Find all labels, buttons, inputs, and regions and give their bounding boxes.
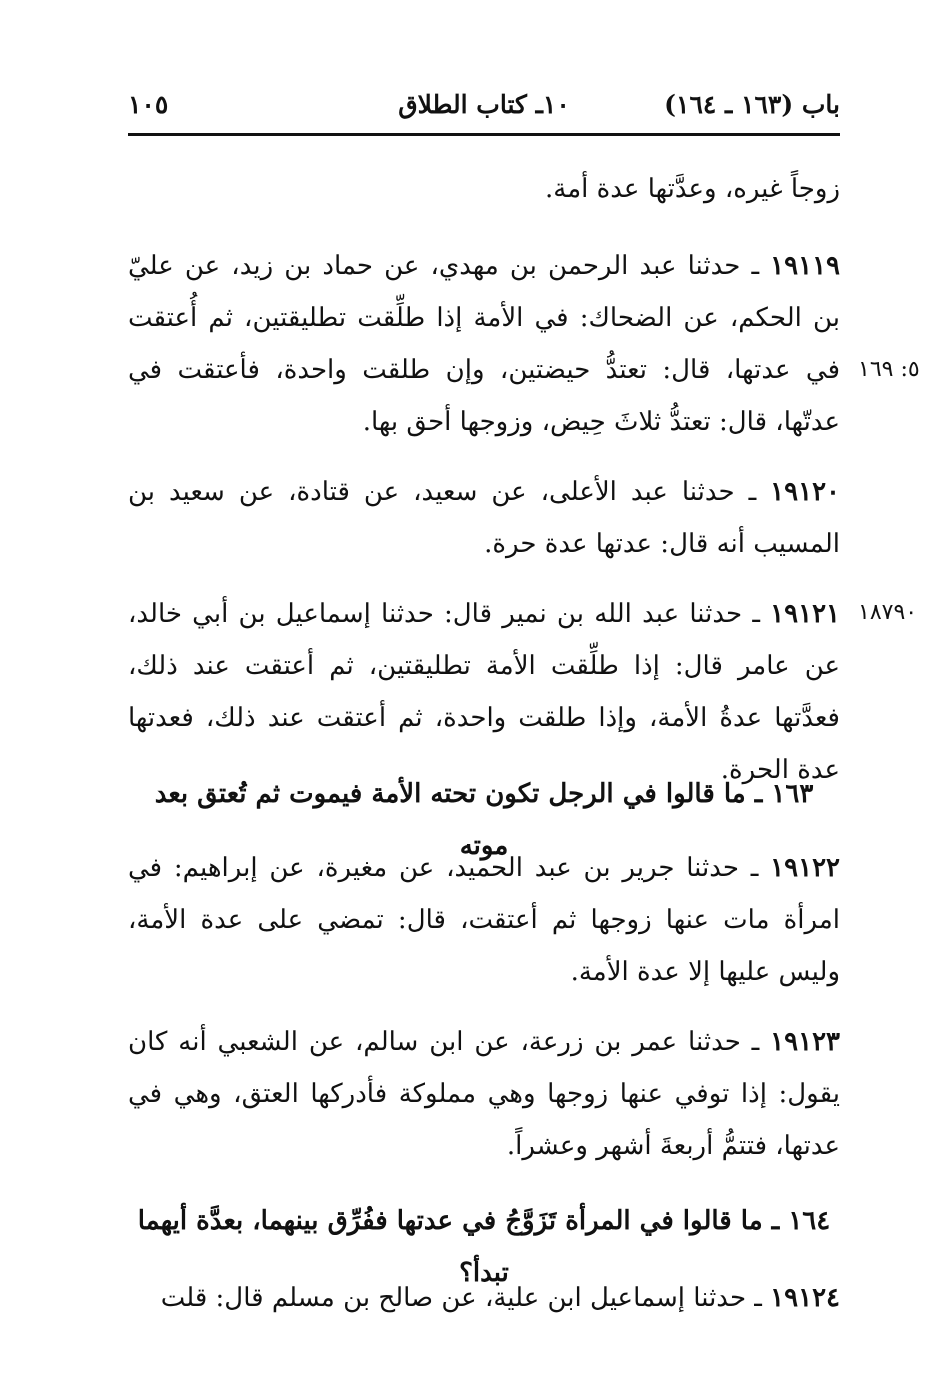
paragraph-text: ـ حدثنا عمر بن زرعة، عن ابن سالم، عن الشعبي أنه كان يقول: إذا توفي عنها زوجها وهي مملوكة فأدركها العتق، وهي في عدتها، فتتمُّ أربعةَ أشهر وعشراً.	[128, 1027, 840, 1161]
margin-note-reference: ٥: ١٦٩	[858, 357, 920, 382]
header-rule	[128, 133, 840, 136]
paragraph-text: ـ حدثنا إسماعيل ابن علية، عن صالح بن مسلم قال: قلت	[160, 1283, 771, 1313]
hadith-number: ١٩١٢١	[770, 599, 840, 629]
hadith-number: ١٩١١٩	[770, 251, 840, 281]
paragraph-19121	[128, 588, 840, 796]
margin-note-index: ١٨٧٩٠	[858, 600, 918, 625]
paragraph-text: ـ حدثنا جرير بن عبد الحميد، عن مغيرة، عن إبراهيم: في امرأة مات عنها زوجها ثم أعتقت، قال: تمضي على عدة الأمة، وليس عليها إلا عدة الأمة.	[128, 853, 840, 987]
section-heading-164: ١٦٤ ـ ما قالوا في المرأة تَزَوَّجُ في عدتها ففُرِّق بينهما، بعدَّة أيهما تبدأ؟	[137, 1206, 831, 1288]
paragraph-text: ـ حدثنا عبد الأعلى، عن سعيد، عن قتادة، عن سعيد بن المسيب أنه قال: عدتها عدة حرة.	[128, 477, 840, 559]
hadith-number: ١٩١٢٤	[770, 1283, 840, 1313]
paragraph-19122	[128, 842, 840, 998]
paragraph-text: زوجاً غيره، وعدَّتها عدة أمة.	[545, 174, 840, 204]
hadith-number: ١٩١٢٣	[770, 1027, 840, 1057]
paragraph-text: ـ حدثنا عبد الرحمن بن مهدي، عن حماد بن زيد، عن عليّ بن الحكم، عن الضحاك: في الأمة إذا طلِّقت تطليقتين، ثم أُعتقت في عدتها، قال: تعتدُّ حيضتين، وإن طلقت واحدة، فأعتقت في عدتّها، قال: تعتدُّ ثلاثَ حِيض، وزوجها أحق بها.	[128, 251, 840, 437]
chapter-range: باب (١٦٣ ـ ١٦٤)	[664, 90, 840, 119]
paragraph-text: ـ حدثنا عبد الله بن نمير قال: حدثنا إسماعيل بن أبي خالد، عن عامر قال: إذا طلِّقت الأمة تطليقتين، ثم أعتقت عند ذلك، فعدَّتها عدةُ الأمة، وإذا طلقت واحدة، ثم أعتقت عند ذلك، فعدتها عدة الحرة.	[128, 599, 840, 785]
paragraph-19123	[128, 1016, 840, 1172]
section-heading-163: ١٦٣ ـ ما قالوا في الرجل تكون تحته الأمة فيموت ثم تُعتق بعد موته	[154, 779, 814, 861]
paragraph-19120	[128, 466, 840, 570]
paragraph-19124	[128, 1272, 840, 1324]
page-number: ١٠٥	[128, 90, 169, 119]
page-header	[128, 90, 840, 130]
hadith-number: ١٩١٢٢	[770, 853, 840, 883]
book-title: ١٠ـ كتاب الطلاق	[398, 90, 570, 119]
hadith-number: ١٩١٢٠	[770, 477, 840, 507]
paragraph-19119	[128, 240, 840, 448]
paragraph-continuation	[128, 163, 840, 215]
